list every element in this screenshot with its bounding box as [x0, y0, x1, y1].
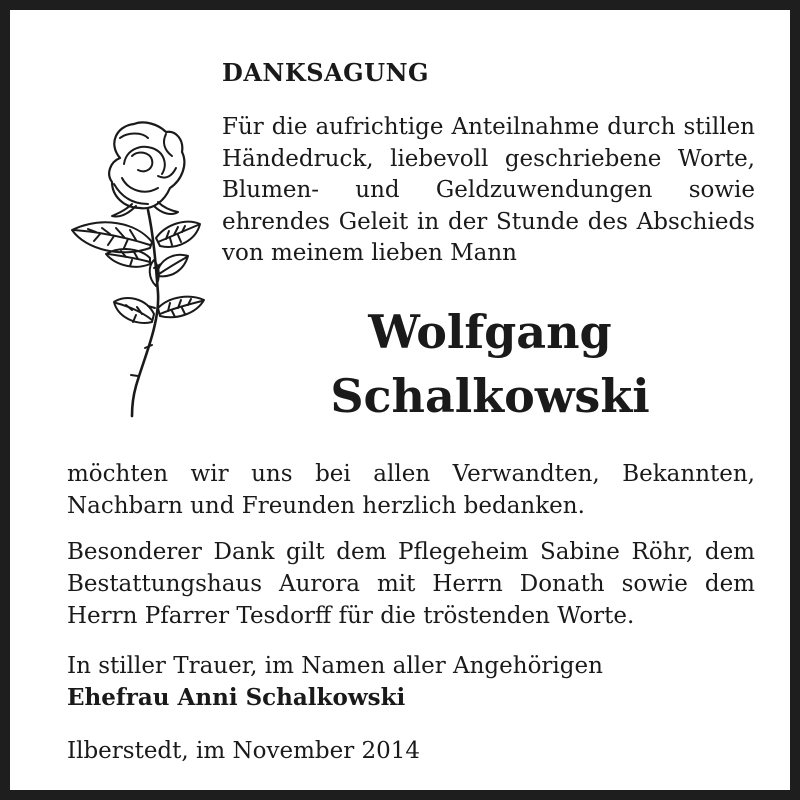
deceased-last-name: Schalkowski	[330, 369, 650, 423]
rose-icon	[62, 118, 210, 420]
notice-heading: DANKSAGUNG	[222, 58, 430, 87]
place-date: Ilberstedt, im November 2014	[67, 738, 421, 764]
mourning-line: In stiller Trauer, im Namen aller Angehörigen	[67, 653, 603, 679]
deceased-name	[230, 300, 750, 428]
signature: Ehefrau Anni Schalkowski	[67, 684, 406, 711]
thanks-paragraph: möchten wir uns bei allen Verwandten, Bekannten, Nachbarn und Freunden herzlich bedanken.	[67, 461, 755, 519]
mourning-block	[67, 650, 755, 714]
deceased-first-name: Wolfgang	[368, 305, 612, 359]
intro-paragraph: Für die aufrichtige Anteilnahme durch stillen Händedruck, liebevoll geschriebene Worte, Blumen- und Geldzuwendungen sowie ehrendes Geleit in der Stunde des Abschieds von meinem lieben Mann	[222, 114, 755, 266]
special-thanks-paragraph: Besonderer Dank gilt dem Pflegeheim Sabine Röhr, dem Bestattungshaus Aurora mit Herrn Donath sowie dem Herrn Pfarrer Tesdorff für die tröstenden Worte.	[67, 539, 755, 629]
